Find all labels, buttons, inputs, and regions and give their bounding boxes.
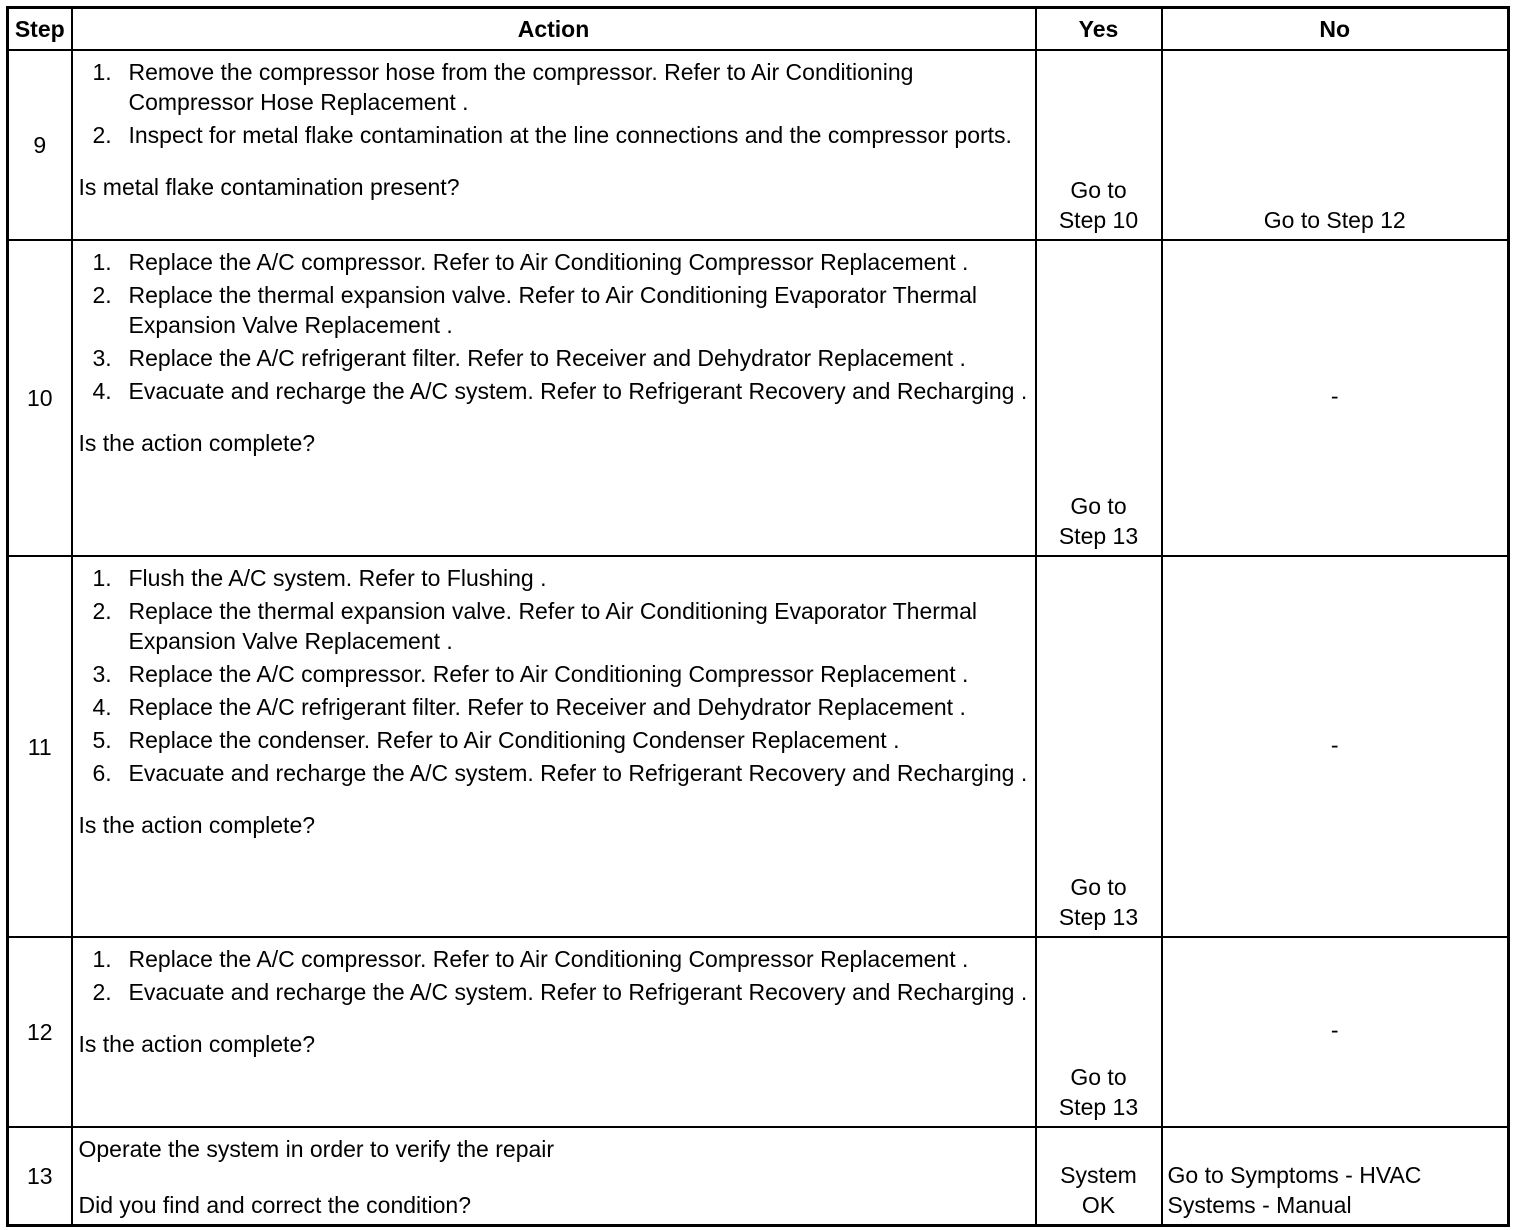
diagnostic-table [6,6,1510,1227]
step-number: 9 [8,50,72,240]
table-row [8,937,1509,1127]
list-item: 4. Replace the A/C refrigerant filter. Refer to Receiver and Dehydrator Replacement . [92,694,966,720]
question: Is the action complete? [78,430,316,456]
table-row [8,1127,1509,1226]
no-cell: - [1162,556,1509,937]
table-row [8,556,1509,937]
list-item: 1. Remove the compressor hose from the compressor. Refer to Air Conditioning Compressor Hose Replacement . [92,59,914,115]
list-item: 2. Replace the thermal expansion valve. Refer to Air Conditioning Evaporator Thermal Expansion Valve Replacement . [92,598,977,654]
no-cell: - [1162,240,1509,556]
no-cell: Go to Symptoms - HVAC Systems - Manual [1162,1127,1509,1226]
header-no: No [1162,8,1509,51]
question: Is metal flake contamination present? [78,174,460,200]
action-list [79,247,1029,406]
list-item: 3. Replace the A/C compressor. Refer to Air Conditioning Compressor Replacement . [92,661,969,687]
list-item: 3. Replace the A/C refrigerant filter. Refer to Receiver and Dehydrator Replacement . [92,345,966,371]
yes-cell: Go to Step 10 [1036,50,1162,240]
list-item: 1. Flush the A/C system. Refer to Flushing . [92,565,547,591]
no-cell: Go to Step 12 [1162,50,1509,240]
action-cell [72,50,1036,240]
header-step: Step [8,8,72,51]
list-item: 1. Replace the A/C compressor. Refer to Air Conditioning Compressor Replacement . [92,946,969,972]
table-row [8,240,1509,556]
action-cell [72,556,1036,937]
list-item: 2. Evacuate and recharge the A/C system. Refer to Refrigerant Recovery and Recharging . [92,979,1028,1005]
list-item: 2. Replace the thermal expansion valve. Refer to Air Conditioning Evaporator Thermal Expansion Valve Replacement . [92,282,977,338]
yes-cell: System OK [1036,1127,1162,1226]
no-cell: - [1162,937,1509,1127]
step-number: 11 [8,556,72,937]
action-cell [72,937,1036,1127]
header-row [8,8,1509,51]
action-text: Operate the system in order to verify the repair [78,1136,555,1162]
step-number: 12 [8,937,72,1127]
yes-cell: Go to Step 13 [1036,556,1162,937]
action-list [79,563,1029,788]
header-yes: Yes [1036,8,1162,51]
list-item: 4. Evacuate and recharge the A/C system. Refer to Refrigerant Recovery and Recharging . [92,378,1028,404]
table-row [8,50,1509,240]
yes-cell: Go to Step 13 [1036,240,1162,556]
action-list [79,57,1029,150]
list-item: 2. Inspect for metal flake contamination at the line connections and the compressor ports. [92,122,1012,148]
list-item: 1. Replace the A/C compressor. Refer to Air Conditioning Compressor Replacement . [92,249,969,275]
question: Is the action complete? [78,1031,316,1057]
question: Is the action complete? [78,812,316,838]
action-cell [72,240,1036,556]
action-cell [72,1127,1036,1226]
question: Did you find and correct the condition? [78,1192,472,1218]
list-item: 6. Evacuate and recharge the A/C system. Refer to Refrigerant Recovery and Recharging . [92,760,1028,786]
action-list [79,944,1029,1007]
step-number: 13 [8,1127,72,1226]
list-item: 5. Replace the condenser. Refer to Air Conditioning Condenser Replacement . [92,727,900,753]
header-action: Action [72,8,1036,51]
yes-cell: Go to Step 13 [1036,937,1162,1127]
step-number: 10 [8,240,72,556]
